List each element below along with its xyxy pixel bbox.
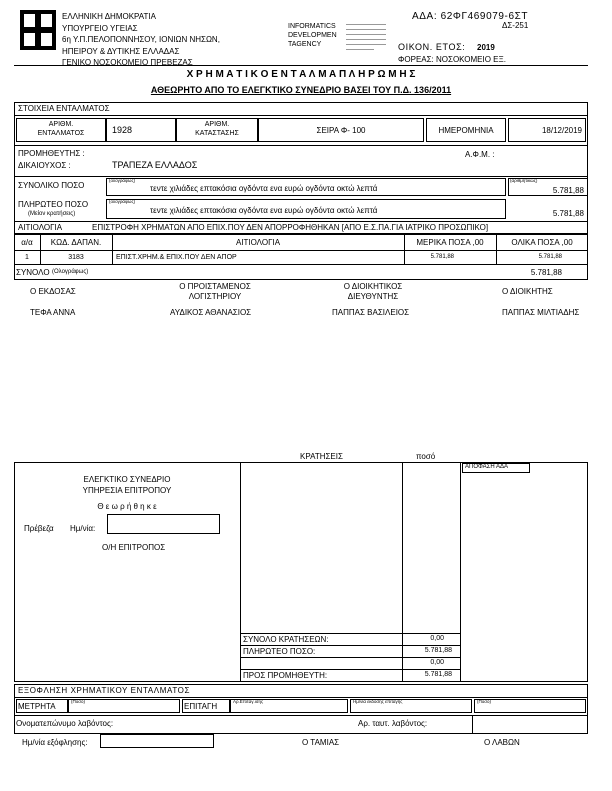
row-reason: ΕΠΙΣΤ.ΧΡΗΜ.& ΕΠΙΧ.ΠΟΥ ΔΕΝ ΑΠΟΡ xyxy=(116,254,237,261)
page-subtitle: ΑΘΕΩΡΗΤΟ ΑΠΟ ΤΟ ΕΛΕΓΚΤΙΚΟ ΣΥΝΕΔΡΙΟ ΒΑΣΕΙ ΤΟΥ Π.Δ. 136/2011 xyxy=(150,85,452,95)
cheque-label: ΕΠΙΤΑΓΗ xyxy=(184,702,218,711)
beneficiary-label: ΠΡΟΜΗΘΕΥΤΗΣ : ΔΙΚΑΙΟΥΧΟΣ : xyxy=(18,149,85,170)
sum-deductions-value: 0,00 xyxy=(430,635,444,642)
order-number-value: 1928 xyxy=(112,125,133,135)
audit-payable-label: ΠΛΗΡΩΤΕΟ ΠΟΣΟ: xyxy=(243,647,316,656)
org-line: 6η Υ.Π.ΠΕΛΟΠΟΝΝΗΣΟΥ, ΙΟΝΙΩΝ ΝΗΣΩΝ, xyxy=(62,35,220,44)
logo-icon xyxy=(20,10,56,50)
total-words: τεντε χιλιάδες επτακόσια ογδόντα ενα ευρώ ογδόντα οκτώ λεπτά xyxy=(150,184,378,193)
page-title: Χ Ρ Η Μ Α Τ Ι Κ Ο Ε Ν Τ Α Λ Μ Α Π Λ Η Ρ Ω Μ Η Σ xyxy=(186,69,416,80)
org-line: ΓΕΝΙΚΟ ΝΟΣΟΚΟΜΕΙΟ ΠΡΕΒΕΖΑΣ xyxy=(62,58,193,67)
signature-name-accounting: ΑΥΔΙΚΟΣ ΑΘΑΝΑΣΙΟΣ xyxy=(170,308,252,317)
order-number-label: ΑΡΙΘΜ. ΕΝΤΑΛΜΑΤΟΣ xyxy=(37,121,85,137)
fiscal-year-label: ΟΙΚΟΝ. ΕΤΟΣ: xyxy=(398,42,466,52)
cheque-amount-note: (Ποσό) xyxy=(477,699,492,704)
audit-empty-value: 0,00 xyxy=(430,659,444,666)
audit-date-label: Ημ/νία: xyxy=(70,524,96,533)
commissioner-label: Ο/Η ΕΠΙΤΡΟΠΟΣ xyxy=(102,543,166,552)
col-header-partial: ΜΕΡΙΚΑ ΠΟΣΑ ,00 xyxy=(416,238,484,247)
cheque-date-note: Ημ/νία εκδοσης επιταγής xyxy=(353,699,403,704)
recipient-name-label: Ονοματεπώνυμο λαβόντος: xyxy=(16,719,114,728)
payable-words: τεντε χιλιάδες επτακόσια ογδόντα ενα ευρώ ογδόντα οκτώ λεπτά xyxy=(150,206,378,215)
row-total: 5.781,88 xyxy=(538,254,562,260)
cash-note: (Ποσό) xyxy=(71,699,86,704)
settle-date-label: Ημ/νία εξόφλησης: xyxy=(22,738,88,747)
col-header-index: α/α xyxy=(21,238,33,247)
deductions-label: ΚΡΑΤΗΣΕΙΣ xyxy=(300,452,343,461)
signature-role-director: Ο ΔΙΟΙΚΗΤΙΚΟΣ ΔΙΕΥΘΥΝΤΗΣ xyxy=(343,282,403,301)
date-label: ΗΜΕΡΟΜΗΝΙΑ xyxy=(438,126,494,135)
payable-sub: (Μείον κρατήσεις) xyxy=(28,211,76,217)
afm-label: Α.Φ.Μ. : xyxy=(465,150,495,159)
reason-label: ΑΙΤΙΟΛΟΓΙΑ xyxy=(18,223,63,232)
org-line: ΥΠΟΥΡΓΕΙΟ ΥΓΕΙΑΣ xyxy=(62,23,138,33)
signature-name-issuer: ΤΕΦΑ ΑΝΝΑ xyxy=(30,308,76,317)
cash-label: ΜΕΤΡΗΤΑ xyxy=(18,702,56,711)
court-title: ΕΛΕΓΚΤΙΚΟ ΣΥΝΕΔΡΙΟ ΥΠΗΡΕΣΙΑ ΕΠΙΤΡΟΠΟΥ xyxy=(82,475,172,495)
settle-date-field[interactable] xyxy=(100,734,214,748)
row-code: 3183 xyxy=(68,254,84,261)
signature-role-governor: Ο ΔΙΟΙΚΗΤΗΣ xyxy=(502,287,553,296)
col-header-code: ΚΩΔ. ΔΑΠΑΝ. xyxy=(50,238,102,247)
row-index: 1 xyxy=(25,254,29,261)
col-header-reason: ΑΙΤΙΟΛΟΓΙΑ xyxy=(235,238,281,247)
signature-name-director: ΠΑΠΠΑΣ ΒΑΣΙΛΕΙΟΣ xyxy=(332,308,410,317)
signature-name-governor: ΠΑΠΠΑΣ ΜΙΛΤΙΑΔΗΣ xyxy=(502,308,580,317)
total-label: ΣΥΝΟΛΙΚΟ ΠΟΣΟ xyxy=(18,181,85,190)
amount-label: ποσό xyxy=(416,452,436,461)
recipient-id-label: Αρ. ταυτ. λαβόντος: xyxy=(358,719,428,728)
decision-label: ΑΠΟΦΑΣΗ ΑΔΑ xyxy=(465,464,509,470)
row-partial: 5.781,88 xyxy=(430,254,454,260)
settlement-title: ΕΞΟΦΛΗΣΗ ΧΡΗΜΑΤΙΚΟΥ ΕΝΤΑΛΜΑΤΟΣ xyxy=(18,686,191,695)
in-words-note: (ολογράφως) xyxy=(109,178,136,183)
org-line: ΗΠΕΙΡΟΥ & ΔΥΤΙΚΗΣ ΕΛΛΑΔΑΣ xyxy=(62,46,180,56)
org-block xyxy=(62,11,220,69)
reason-text: ΕΠΙΣΤΡΟΦΗ ΧΡΗΜΑΤΩΝ ΑΠΟ ΕΠΙΧ.ΠΟΥ ΔΕΝ ΑΠΟΡΡΟΦΗΘΗΚΑΝ [ΑΠΟ Ε.Σ.ΠΑ.ΓΙΑ ΙΑΤΡΙΚΟ ΠΡΟΣΩΠΙΚΟ] xyxy=(92,223,489,232)
table-total-note: (Ολογράφως) xyxy=(52,269,89,275)
ada-small: ΔΣ-251 xyxy=(502,21,529,30)
payable-label: ΠΛΗΡΩΤΕΟ ΠΟΣΟ xyxy=(18,200,89,209)
section-label: ΣΤΟΙΧΕΙΑ ΕΝΤΑΛΜΑΤΟΣ xyxy=(18,104,110,113)
table-total-label: ΣΥΝΟΛΟ xyxy=(16,268,50,277)
in-numbers-note: (αριθμητικώς) xyxy=(510,178,538,183)
table-total-value: 5.781,88 xyxy=(530,268,562,277)
to-supplier-label: ΠΡΟΣ ΠΡΟΜΗΘΕΥΤΗ: xyxy=(243,671,328,680)
cheque-number-note: Αρ.Επιταγ.ισης xyxy=(233,699,264,704)
signature-role-accounting: Ο ΠΡΟΙΣΤΑΜΕΝΟΣ ΛΟΓΙΣΤΗΡΙΟΥ xyxy=(179,282,251,301)
fiscal-year-value: 2019 xyxy=(477,43,495,52)
signature-role-issuer: Ο ΕΚΔΟΣΑΣ xyxy=(30,287,76,296)
in-words-note-2: (ολογράφως) xyxy=(109,199,136,204)
approved-label: Θ ε ω ρ ή θ η κ ε xyxy=(97,502,157,511)
recipient-label: Ο ΛΑΒΩΝ xyxy=(484,738,520,747)
place-label: Πρέβεζα xyxy=(24,524,54,533)
informatics-block xyxy=(288,22,337,49)
statement-number-label: ΑΡΙΘΜ. ΚΑΤΑΣΤΑΣΗΣ xyxy=(195,121,239,137)
to-supplier-value: 5.781,88 xyxy=(424,671,452,678)
date-value: 18/12/2019 xyxy=(541,126,582,135)
audit-date-field[interactable] xyxy=(107,514,220,534)
series: ΣΕΙΡΑ Φ- 100 xyxy=(316,126,366,135)
payable-number: 5.781,88 xyxy=(552,209,584,218)
beneficiary-value: ΤΡΑΠΕΖΑ ΕΛΛΑΔΟΣ xyxy=(112,160,198,170)
total-number: 5.781,88 xyxy=(552,186,584,195)
ada-code: ΑΔΑ: 62ΦΓ469079-6ΣΤ xyxy=(412,11,529,22)
sum-deductions-label: ΣΥΝΟΛΟ ΚΡΑΤΗΣΕΩΝ: xyxy=(243,635,329,644)
org-line: ΕΛΛΗΝΙΚΗ ΔΗΜΟΚΡΑΤΙΑ xyxy=(62,12,156,21)
audit-payable-value: 5.781,88 xyxy=(424,647,452,654)
informatics-line: DEVELOPMEN xyxy=(288,32,337,39)
treasurer-label: Ο ΤΑΜΙΑΣ xyxy=(302,738,340,747)
agency: ΦΟΡΕΑΣ: ΝΟΣΟΚΟΜΕΙΟ ΕΞ. xyxy=(398,55,506,64)
informatics-line: INFORMATICS xyxy=(288,23,336,30)
informatics-fineprint xyxy=(346,22,386,50)
col-header-total: ΟΛΙΚΑ ΠΟΣΑ ,00 xyxy=(511,238,573,247)
informatics-line: TAGENCY xyxy=(288,41,322,48)
